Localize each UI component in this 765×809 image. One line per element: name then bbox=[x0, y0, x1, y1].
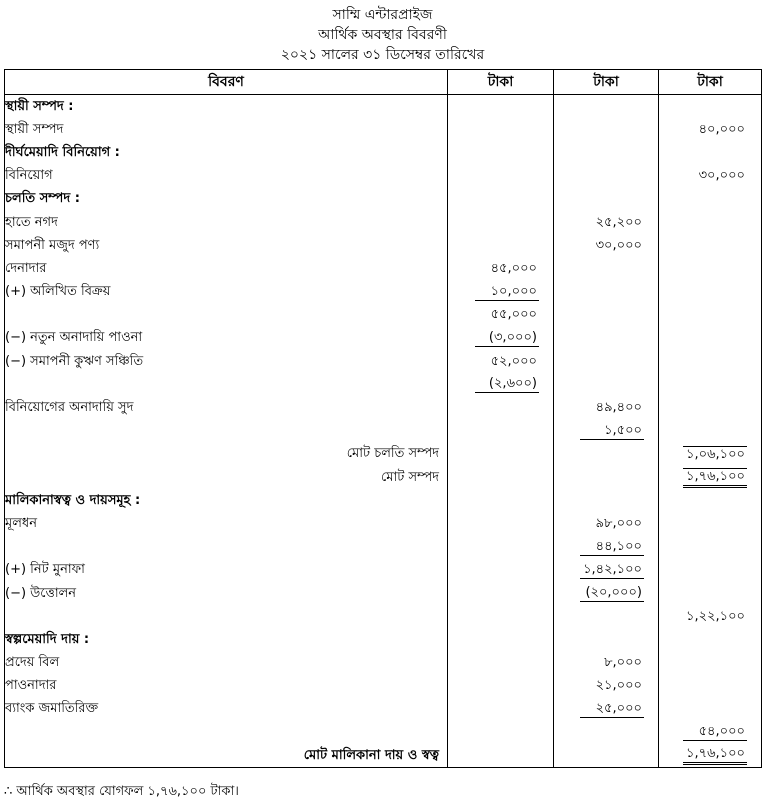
amount-cell bbox=[554, 234, 659, 257]
row-label: (+) অলিখিত বিক্রয় bbox=[5, 281, 448, 304]
amount-value: ১,২২,১০০ bbox=[686, 608, 745, 624]
amount-cell bbox=[554, 721, 659, 744]
amount-cell bbox=[554, 512, 659, 535]
table-row bbox=[5, 698, 762, 721]
amount-cell bbox=[448, 396, 554, 419]
amount-cell bbox=[448, 698, 554, 721]
amount-cell bbox=[448, 211, 554, 234]
amount-cell bbox=[659, 373, 762, 396]
amount-cell bbox=[554, 675, 659, 698]
amount-value: ৮,০০০ bbox=[604, 655, 642, 671]
amount-cell bbox=[554, 536, 659, 559]
amount-cell bbox=[554, 744, 659, 768]
table-row bbox=[5, 211, 762, 234]
amount-cell bbox=[448, 420, 554, 443]
table-row bbox=[5, 536, 762, 559]
amount-cell bbox=[659, 512, 762, 535]
amount-cell bbox=[448, 118, 554, 141]
amount-cell bbox=[659, 536, 762, 559]
table-row bbox=[5, 605, 762, 628]
table-row bbox=[5, 582, 762, 605]
amount-cell bbox=[554, 466, 659, 489]
table-row bbox=[5, 512, 762, 535]
row-label bbox=[5, 721, 448, 744]
amount-value: ৫৪,০০০ bbox=[683, 724, 747, 741]
amount-value: ২১,০০০ bbox=[595, 678, 642, 694]
amount-cell bbox=[448, 559, 554, 582]
amount-cell bbox=[554, 95, 659, 119]
table-body bbox=[5, 95, 762, 768]
amount-cell bbox=[554, 188, 659, 211]
amount-value: ১,০৬,১০০ bbox=[683, 446, 747, 463]
amount-cell bbox=[659, 327, 762, 350]
balance-sheet-table bbox=[4, 69, 762, 768]
amount-value: ৫২,০০০ bbox=[490, 353, 537, 369]
amount-cell bbox=[448, 489, 554, 512]
row-label: সমাপনী মজুদ পণ্য bbox=[5, 234, 448, 257]
amount-value: ৪৯,৪০০ bbox=[595, 400, 642, 416]
amount-cell bbox=[554, 582, 659, 605]
amount-cell bbox=[448, 744, 554, 768]
amount-cell bbox=[554, 396, 659, 419]
amount-value: ৪৫,০০০ bbox=[490, 260, 537, 276]
row-label: মূলধন bbox=[5, 512, 448, 535]
amount-value: ৯৮,০০০ bbox=[595, 515, 642, 531]
table-row bbox=[5, 628, 762, 651]
amount-cell bbox=[554, 420, 659, 443]
row-label: (−) সমাপনী কুঋণ সঞ্চিতি bbox=[5, 350, 448, 373]
amount-cell bbox=[659, 652, 762, 675]
column-header-taka: টাকা bbox=[659, 70, 762, 95]
amount-cell bbox=[554, 350, 659, 373]
amount-value: ২৫,২০০ bbox=[595, 214, 642, 230]
amount-cell bbox=[554, 141, 659, 164]
amount-value: ১,৫০০ bbox=[580, 423, 644, 440]
row-label: মোট চলতি সম্পদ bbox=[5, 443, 448, 466]
column-header-taka: টাকা bbox=[554, 70, 659, 95]
table-row bbox=[5, 443, 762, 466]
amount-value: (২০,০০০) bbox=[580, 585, 644, 602]
amount-cell bbox=[659, 744, 762, 768]
amount-cell bbox=[659, 489, 762, 512]
table-row bbox=[5, 489, 762, 512]
amount-cell bbox=[448, 675, 554, 698]
row-label: চলতি সম্পদ : bbox=[5, 188, 448, 211]
row-label: বিনিয়োগের অনাদায়ি সুদ bbox=[5, 396, 448, 419]
amount-value: ৩০,০০০ bbox=[698, 168, 745, 184]
amount-value: ৪০,০০০ bbox=[698, 121, 745, 137]
amount-cell bbox=[659, 675, 762, 698]
amount-cell bbox=[659, 95, 762, 119]
statement-title: আর্থিক অবস্থার বিবরণী bbox=[318, 27, 447, 43]
table-row bbox=[5, 396, 762, 419]
amount-value: (২,৬০০) bbox=[475, 376, 539, 393]
amount-cell bbox=[659, 559, 762, 582]
amount-cell bbox=[554, 327, 659, 350]
amount-cell bbox=[659, 605, 762, 628]
amount-cell bbox=[659, 165, 762, 188]
table-row bbox=[5, 95, 762, 119]
amount-value: ৫৫,০০০ bbox=[490, 307, 537, 323]
row-label: স্থায়ী সম্পদ : bbox=[5, 95, 448, 119]
amount-value: ১,৭৬,১০০ bbox=[683, 468, 747, 488]
table-row bbox=[5, 721, 762, 744]
table-row bbox=[5, 165, 762, 188]
amount-cell bbox=[659, 466, 762, 489]
row-label: স্বল্পমেয়াদি দায় : bbox=[5, 628, 448, 651]
amount-cell bbox=[659, 396, 762, 419]
row-label: (−) উত্তোলন bbox=[5, 582, 448, 605]
amount-cell bbox=[448, 95, 554, 119]
row-label: মোট মালিকানা দায় ও স্বত্ব bbox=[5, 744, 448, 768]
table-row bbox=[5, 420, 762, 443]
table-row bbox=[5, 118, 762, 141]
amount-cell bbox=[448, 536, 554, 559]
amount-cell bbox=[448, 327, 554, 350]
amount-value: ১,৭৬,১০০ bbox=[683, 746, 747, 765]
amount-cell bbox=[448, 582, 554, 605]
amount-cell bbox=[448, 605, 554, 628]
amount-cell bbox=[659, 281, 762, 304]
amount-cell bbox=[554, 118, 659, 141]
row-label: স্থায়ী সম্পদ bbox=[5, 118, 448, 141]
amount-cell bbox=[448, 257, 554, 280]
amount-cell bbox=[554, 373, 659, 396]
amount-cell bbox=[659, 582, 762, 605]
table-row bbox=[5, 350, 762, 373]
amount-cell bbox=[659, 628, 762, 651]
row-label: পাওনাদার bbox=[5, 675, 448, 698]
amount-cell bbox=[448, 234, 554, 257]
row-label: (−) নতুন অনাদায়ি পাওনা bbox=[5, 327, 448, 350]
table-row bbox=[5, 257, 762, 280]
amount-cell bbox=[554, 304, 659, 327]
row-label bbox=[5, 536, 448, 559]
amount-cell bbox=[448, 165, 554, 188]
table-header-row bbox=[5, 70, 762, 95]
column-header-particulars: বিবরণ bbox=[5, 70, 448, 95]
table-row bbox=[5, 559, 762, 582]
table-row bbox=[5, 373, 762, 396]
amount-value: ৪৪,১০০ bbox=[580, 539, 644, 556]
conclusion-note: ∴ আর্থিক অবস্থার যোগফল ১,৭৬,১০০ টাকা। bbox=[4, 784, 239, 799]
amount-cell bbox=[448, 188, 554, 211]
amount-cell bbox=[659, 257, 762, 280]
row-label: প্রদেয় বিল bbox=[5, 652, 448, 675]
table-row bbox=[5, 327, 762, 350]
amount-cell bbox=[554, 652, 659, 675]
amount-value: ৩০,০০০ bbox=[595, 237, 642, 253]
amount-cell bbox=[448, 652, 554, 675]
amount-cell bbox=[659, 211, 762, 234]
amount-cell bbox=[448, 721, 554, 744]
amount-cell bbox=[659, 420, 762, 443]
amount-cell bbox=[448, 141, 554, 164]
table-row bbox=[5, 466, 762, 489]
amount-value: ১,৪২,১০০ bbox=[580, 562, 644, 579]
amount-cell bbox=[659, 350, 762, 373]
row-label: দেনাদার bbox=[5, 257, 448, 280]
amount-cell bbox=[659, 304, 762, 327]
row-label: দীর্ঘমেয়াদি বিনিয়োগ : bbox=[5, 141, 448, 164]
row-label: হাতে নগদ bbox=[5, 211, 448, 234]
amount-cell bbox=[659, 141, 762, 164]
column-header-taka: টাকা bbox=[448, 70, 554, 95]
amount-cell bbox=[554, 281, 659, 304]
amount-cell bbox=[448, 350, 554, 373]
row-label: বিনিয়োগ bbox=[5, 165, 448, 188]
amount-cell bbox=[659, 188, 762, 211]
row-label: মোট সম্পদ bbox=[5, 466, 448, 489]
amount-cell bbox=[448, 466, 554, 489]
amount-cell bbox=[448, 512, 554, 535]
amount-cell bbox=[554, 165, 659, 188]
amount-value: ২৫,০০০ bbox=[580, 701, 644, 718]
table-row bbox=[5, 652, 762, 675]
amount-cell bbox=[659, 698, 762, 721]
amount-value: ১০,০০০ bbox=[475, 284, 539, 301]
amount-cell bbox=[448, 628, 554, 651]
table-row bbox=[5, 141, 762, 164]
amount-cell bbox=[554, 257, 659, 280]
amount-cell bbox=[554, 559, 659, 582]
table-row bbox=[5, 188, 762, 211]
row-label: ব্যাংক জমাতিরিক্ত bbox=[5, 698, 448, 721]
table-row bbox=[5, 744, 762, 768]
table-row bbox=[5, 675, 762, 698]
amount-cell bbox=[554, 605, 659, 628]
row-label bbox=[5, 304, 448, 327]
row-label bbox=[5, 420, 448, 443]
row-label bbox=[5, 373, 448, 396]
amount-cell bbox=[554, 698, 659, 721]
table-row bbox=[5, 304, 762, 327]
amount-cell bbox=[448, 443, 554, 466]
amount-value: (৩,০০০) bbox=[475, 330, 539, 347]
table-row bbox=[5, 281, 762, 304]
row-label bbox=[5, 605, 448, 628]
amount-cell bbox=[554, 443, 659, 466]
amount-cell bbox=[554, 211, 659, 234]
amount-cell bbox=[659, 443, 762, 466]
amount-cell bbox=[659, 118, 762, 141]
row-label: (+) নিট মুনাফা bbox=[5, 559, 448, 582]
table-row bbox=[5, 234, 762, 257]
statement-date: ২০২১ সালের ৩১ ডিসেম্বর তারিখের bbox=[280, 47, 485, 63]
row-label: মালিকানাস্বত্ব ও দায়সমূহ : bbox=[5, 489, 448, 512]
amount-cell bbox=[554, 489, 659, 512]
amount-cell bbox=[659, 234, 762, 257]
amount-cell bbox=[448, 373, 554, 396]
amount-cell bbox=[554, 628, 659, 651]
company-name: সাম্মি এন্টারপ্রাইজ bbox=[332, 7, 433, 23]
amount-cell bbox=[659, 721, 762, 744]
amount-cell bbox=[448, 304, 554, 327]
amount-cell bbox=[448, 281, 554, 304]
